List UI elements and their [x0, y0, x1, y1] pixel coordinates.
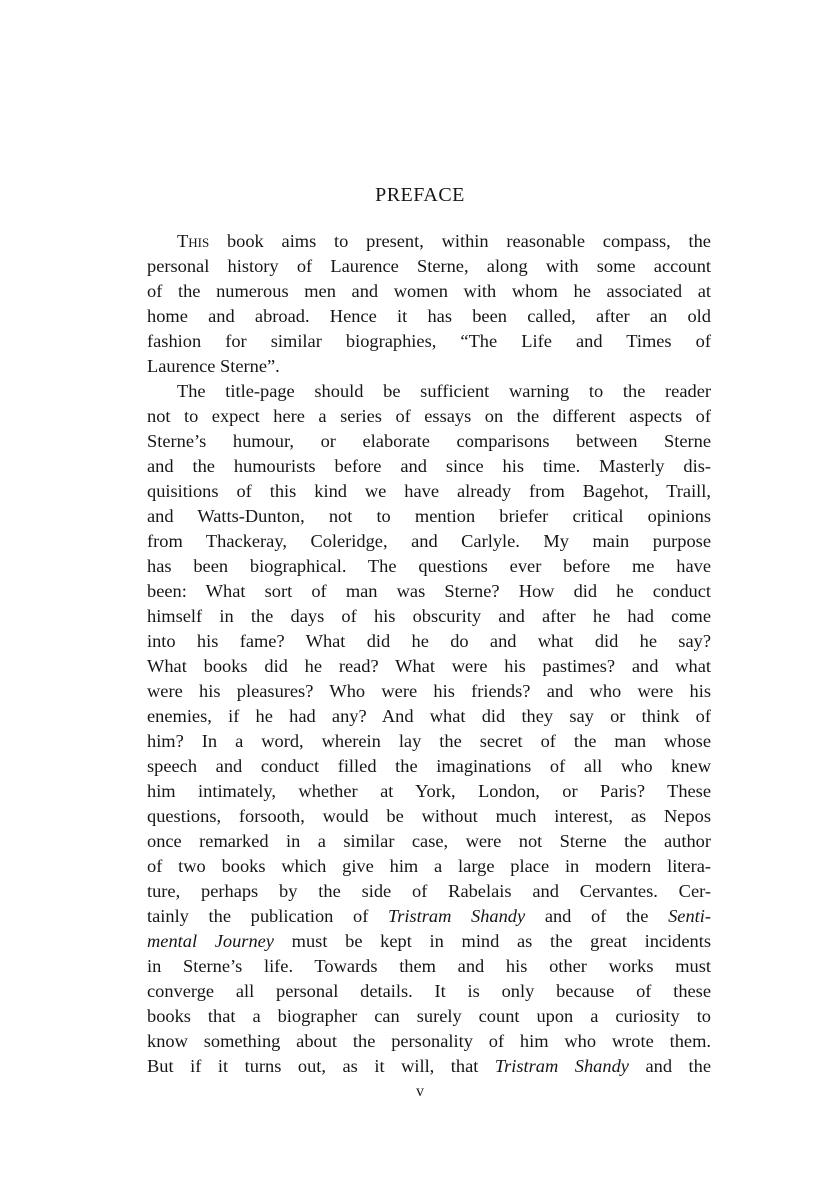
italic-title: Senti- — [668, 906, 711, 926]
page-number: v — [416, 1083, 424, 1100]
text-line: been: What sort of man was Sterne? How did he conduct — [147, 581, 711, 601]
page-title: PREFACE — [375, 184, 465, 206]
text-line: into his fame? What did he do and what did he say? — [147, 631, 711, 651]
text-line — [177, 229, 711, 254]
text-line: once remarked in a similar case, were not Sterne the author — [147, 831, 711, 851]
text-line: personal history of Laurence Sterne, along with some account — [147, 256, 711, 276]
text-line: has been biographical. The questions ever before me have — [147, 556, 711, 576]
lead-word: This — [177, 231, 210, 251]
text-line: fashion for similar biographies, “The Life and Times of — [147, 331, 711, 351]
text-line: from Thackeray, Coleridge, and Carlyle. My main purpose — [147, 531, 711, 551]
line-text: must be kept in mind as the great incidents — [273, 931, 711, 951]
line-text: But if it turns out, as it will, that — [147, 1056, 495, 1076]
text-line: of two books which give him a large place in modern litera- — [147, 856, 711, 876]
italic-title: Tristram Shandy — [494, 1056, 629, 1076]
text-line: The title-page should be sufficient warning to the reader — [177, 381, 711, 401]
text-line: and the humourists before and since his time. Masterly dis- — [147, 456, 711, 476]
text-line: himself in the days of his obscurity and after he had come — [147, 606, 711, 626]
line-text: book aims to present, within reasonable compass, the — [226, 231, 711, 251]
italic-title: mental Journey — [147, 931, 274, 951]
text-line: know something about the personality of him who wrote them. — [147, 1031, 711, 1051]
text-line: and Watts-Dunton, not to mention briefer critical opinions — [147, 506, 711, 526]
text-line — [147, 929, 711, 954]
line-text: and the — [628, 1056, 711, 1076]
text-line: not to expect here a series of essays on the different aspects of — [147, 406, 711, 426]
line-text: and of the — [525, 906, 669, 926]
text-line: quisitions of this kind we have already from Bagehot, Traill, — [147, 481, 711, 501]
text-line: enemies, if he had any? And what did they say or think of — [147, 706, 711, 726]
text-line: were his pleasures? Who were his friends? and who were his — [147, 681, 711, 701]
text-line: him intimately, whether at York, London, or Paris? These — [147, 781, 711, 801]
text-line: Laurence Sterne”. — [147, 356, 280, 376]
text-line: What books did he read? What were his pastimes? and what — [147, 656, 711, 676]
text-line: of the numerous men and women with whom he associated at — [147, 281, 711, 301]
text-line: books that a biographer can surely count upon a curiosity to — [147, 1006, 711, 1026]
line-text: tainly the publication of — [147, 906, 388, 926]
text-line: home and abroad. Hence it has been called, after an old — [147, 306, 711, 326]
italic-title: Tristram Shandy — [388, 906, 526, 926]
text-line — [147, 1054, 711, 1079]
text-line — [147, 904, 711, 929]
text-line: in Sterne’s life. Towards them and his other works must — [147, 956, 711, 976]
text-line: speech and conduct filled the imaginations of all who knew — [147, 756, 711, 776]
text-line: questions, forsooth, would be without much interest, as Nepos — [147, 806, 711, 826]
text-line: ture, perhaps by the side of Rabelais and Cervantes. Cer- — [147, 881, 711, 901]
text-line: him? In a word, wherein lay the secret of the man whose — [147, 731, 711, 751]
text-line: Sterne’s humour, or elaborate comparisons between Sterne — [147, 431, 711, 451]
text-line: converge all personal details. It is only because of these — [147, 981, 711, 1001]
